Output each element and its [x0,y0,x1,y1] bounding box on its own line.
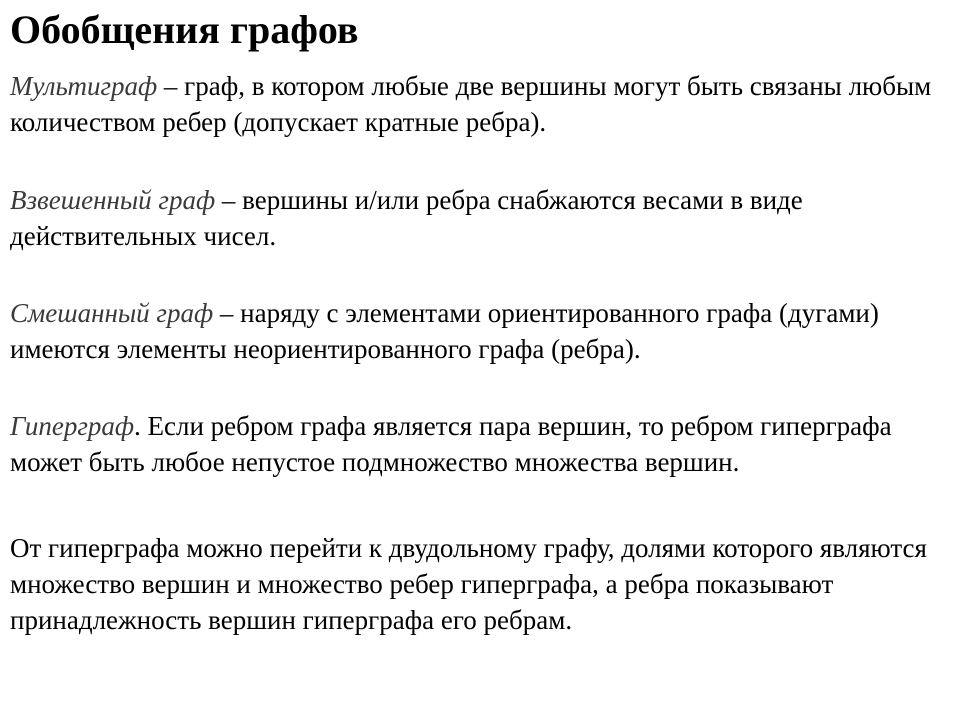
paragraph-weighted-graph [10,182,958,254]
paragraph-hypergraph [10,408,958,480]
paragraph-mixed-graph [10,295,958,367]
paragraph-hypergraph-to-bipartite: От гиперграфа можно перейти к двудольному графу, долями которого являются множество вершин и множество ребер гиперграфа, а ребра показывают принадлежность вершин гиперграфа его ребрам. [10,533,927,635]
definition-mixed-graph: – наряду с элементами ориентированного графа (дугами) имеются элементы неориентированного графа (ребра). [10,298,879,364]
definition-hypergraph: . Если ребром графа является пара вершин, то ребром гиперграфа может быть любое непустое подмножество множества вершин. [10,411,892,477]
paragraph-multigraph [10,68,958,140]
definition-multigraph: – граф, в котором любые две вершины могут быть связаны любым количеством ребер (допускает кратные ребра). [10,71,932,137]
slide-title: Обобщения графов [10,7,359,52]
term-mixed-graph: Смешанный граф [10,298,214,328]
definition-weighted-graph: – вершины и/или ребра снабжаются весами в виде действительных чисел. [10,185,803,251]
term-multigraph: Мультиграф [10,71,158,101]
term-hypergraph: Гиперграф [10,411,135,441]
term-weighted-graph: Взвешенный граф [10,185,216,215]
